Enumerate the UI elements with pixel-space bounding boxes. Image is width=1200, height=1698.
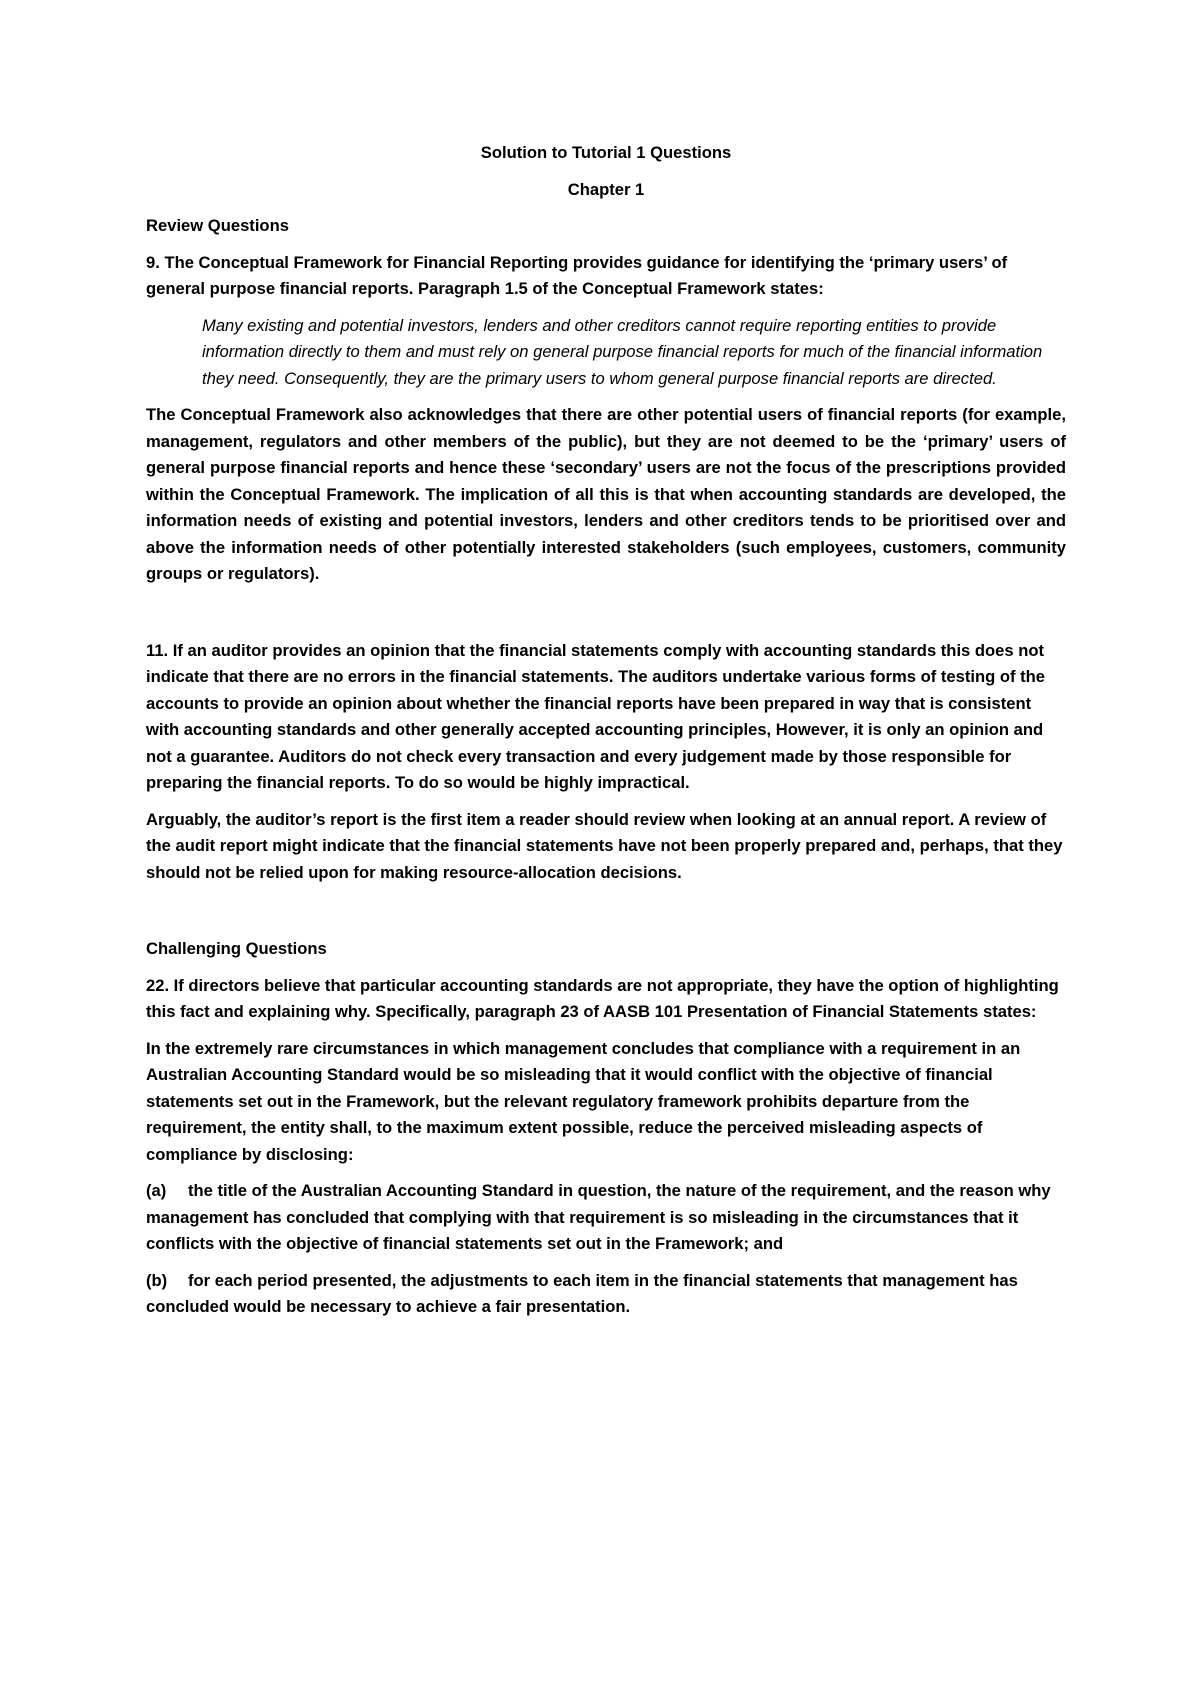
- list-marker: (a): [146, 1181, 167, 1200]
- spacer: [146, 896, 1066, 936]
- question-9-body: The Conceptual Framework also acknowledges that there are other potential users of financial reports (for example, management, regulators and other members of the public), but they are not deemed to be the ‘primary’ users of general purpose financial reports and hence these ‘secondary’ users are not the focus of the prescriptions provided within the Conceptual Framework. The implication of all this is that when accounting standards are developed, the information needs of existing and potential investors, lenders and other creditors tends to be prioritised over and above the information needs of other potentially interested stakeholders (such employees, customers, community groups or regulators).: [146, 405, 1066, 583]
- list-item-text: the title of the Australian Accounting Standard in question, the nature of the requirement, and the reason why management has concluded that complying with that requirement is so misleading in the circumstances that it conflicts with the objective of financial statements set out in the Framework; and: [146, 1181, 1051, 1253]
- list-item-text: for each period presented, the adjustments to each item in the financial statements that management has concluded would be necessary to achieve a fair presentation.: [146, 1270, 1018, 1316]
- question-22-intro: 22. If directors believe that particular accounting standards are not appropriate, they have the option of highlighting this fact and explaining why. Specifically, paragraph 23 of AASB 101 Presentation of Financial Statements states:: [146, 975, 1059, 1021]
- question-11-paragraph-2: Arguably, the auditor’s report is the first item a reader should review when looking at an annual report. A review of the audit report might indicate that the financial statements have not been properly prepared and, perhaps, that they should not be relied upon for making resource-allocation decisions.: [146, 809, 1063, 882]
- question-9-intro: 9. The Conceptual Framework for Financial Reporting provides guidance for identifying the ‘primary users’ of general purpose financial reports. Paragraph 1.5 of the Conceptual Framework states:: [146, 252, 1008, 298]
- question-22-body: In the extremely rare circumstances in which management concludes that compliance with a requirement in an Australian Accounting Standard would be so misleading that it would conflict with the objective of financial statements set out in the Framework, but the relevant regulatory framework prohibits departure from the requirement, the entity shall, to the maximum extent possible, reduce the perceived misleading aspects of compliance by disclosing:: [146, 1038, 1021, 1164]
- document-title: Solution to Tutorial 1 Questions: [480, 143, 732, 162]
- challenging-questions-heading: Challenging Questions: [146, 939, 327, 958]
- chapter-label: Chapter 1: [567, 179, 645, 199]
- document-page: [146, 140, 1066, 1331]
- question-22-item-b: [146, 1268, 1066, 1321]
- list-marker: (b): [146, 1270, 168, 1290]
- spacer: [146, 598, 1066, 638]
- question-9-quote: Many existing and potential investors, lenders and other creditors cannot require reporting entities to provide information directly to them and must rely on general purpose financial reports for much of the financial information they need. Consequently, they are the primary users to whom general purpose financial reports are directed.: [202, 315, 1043, 388]
- question-11-paragraph-1: 11. If an auditor provides an opinion that the financial statements comply with accounting standards this does not indicate that there are no errors in the financial statements. The auditors undertake various forms of testing of the accounts to provide an opinion about whether the financial reports have been prepared in way that is consistent with accounting standards and other generally accepted accounting principles, However, it is only an opinion and not a guarantee. Auditors do not check every transaction and every judgement made by those responsible for preparing the financial reports. To do so would be highly impractical.: [146, 640, 1046, 792]
- review-questions-heading: Review Questions: [146, 216, 289, 235]
- question-22-item-a: [146, 1178, 1066, 1258]
